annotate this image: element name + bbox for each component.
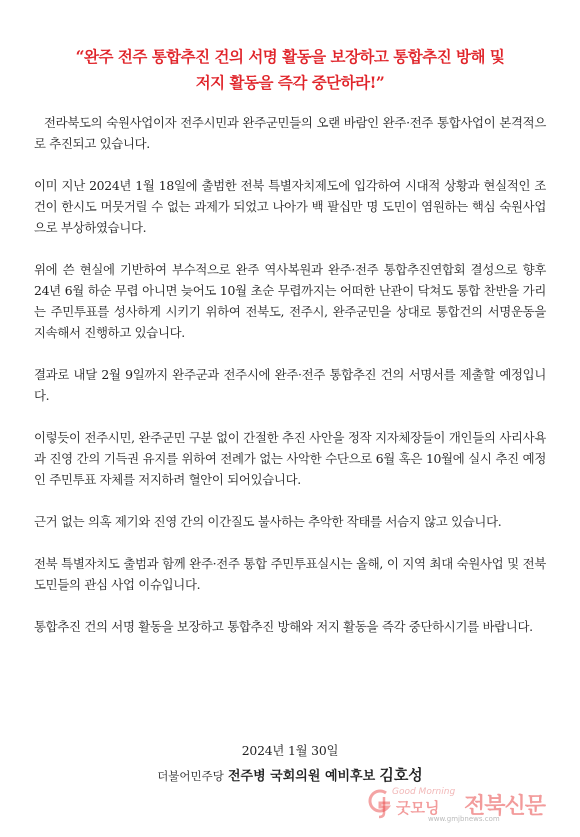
statement-title [30, 44, 550, 96]
signature-candidacy: 전주병 국회의원 예비후보 [227, 769, 376, 784]
paragraph-1: 전라북도의 숙원사업이자 전주시민과 완주군민들의 오랜 바람인 완주·전주 통합사업이 본격적으로 추진되고 있습니다. [34, 115, 546, 151]
paragraph-2: 이미 지난 2024년 1월 18일에 출범한 전북 특별자치제도에 입각하여 시대적 상황과 현실적인 조건이 한시도 머뭇거릴 수 없는 과제가 되었고 나아가 백 팔십만 명 도민이 염원하는 핵심 숙원사업으로 부상하였습니다. [34, 178, 546, 235]
paragraph-3: 위에 쓴 현실에 기반하여 부수적으로 완주 역사복원과 완주·전주 통합추진연합회 결성으로 향후 24년 6월 하순 무렵 아니면 늦어도 10월 초순 무렵까지는 어떠한 난관이 닥쳐도 통합 찬반을 가리는 주민투표를 성사하게 시키기 위하여 전북도, 전주시, 완주군민을 상대로 통합건의 서명운동을 지속해서 진행하고 있습니다. [34, 262, 546, 340]
statement-body [34, 112, 546, 658]
paragraph-7: 전북 특별자치도 출범과 함께 완주·전주 통합 주민투표실시는 올해, 이 지역 최대 숙원사업 및 전북도민들의 관심 사업 이슈입니다. [34, 556, 546, 592]
title-line-1: “완주 전주 통합추진 건의 서명 활동을 보장하고 통합추진 방해 및 [75, 47, 505, 66]
newspaper-watermark [368, 785, 568, 825]
paragraph-5: 이렇듯이 전주시민, 완주군민 구분 없이 간절한 추진 사안을 정작 지자체장들이 개인들의 사리사욕과 진영 간의 기득권 유지를 위하여 전례가 없는 사악한 수단으로 6월 혹은 10월에 실시 추진 예정인 주민투표 자체를 저지하려 혈안이 되어있습니다. [34, 430, 546, 487]
paragraph-6: 근거 없는 의혹 제기와 진영 간의 이간질도 불사하는 추악한 작태를 서슴지 않고 있습니다. [34, 514, 502, 529]
signature-party: 더불어민주당 [157, 769, 224, 783]
signature-block [0, 764, 580, 785]
paragraph-4: 결과로 내달 2월 9일까지 완주군과 전주시에 완주·전주 통합추진 건의 서명서를 제출할 예정입니다. [34, 367, 546, 403]
paragraph-8: 통합추진 건의 서명 활동을 보장하고 통합추진 방해와 저지 활동을 즉각 중단하시기를 바랍니다. [34, 619, 533, 634]
watermark-tagline: Good Morning [392, 787, 456, 797]
watermark-brand: 굿모닝 [396, 799, 440, 817]
statement-date: 2024년 1월 30일 [241, 743, 339, 758]
watermark-paper-name: 전북신문 [464, 794, 546, 819]
signature-name: 김호성 [379, 766, 423, 784]
watermark-url: www.gmjbnews.com [428, 815, 500, 823]
gj-logo-icon [368, 789, 392, 819]
title-line-2: 저지 활동을 즉각 중단하라!” [195, 73, 385, 92]
